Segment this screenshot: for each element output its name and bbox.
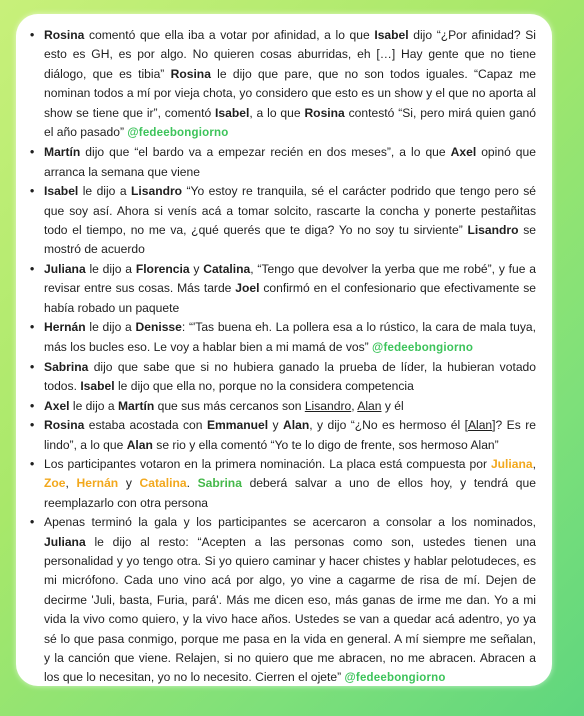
name-bold: Isabel <box>215 105 250 120</box>
item-text: comentó que ella iba a votar por afinidad, a lo que <box>84 28 375 42</box>
bullet-icon: • <box>30 398 35 413</box>
item-text: dijo que “el bardo va a empezar recién en dos meses”, a lo que <box>80 145 451 160</box>
bullet-icon: • <box>30 515 35 530</box>
item-text: , a lo que <box>249 105 305 120</box>
item-text: le dijo a <box>85 320 136 335</box>
bullet-icon: • <box>30 320 35 335</box>
watermark-handle: @fedeebongiorno <box>344 672 446 685</box>
bullet-icon: • <box>30 184 35 199</box>
item-text: ]? Es re lindo”, a lo que <box>44 418 536 452</box>
item-text: le dijo a <box>85 261 136 276</box>
item-text: le dijo a <box>69 398 118 413</box>
name-underlined: Alan <box>467 418 493 433</box>
item-text: deberá salvar a uno de ellos hoy, y tendrá que reemplazarlo con otra persona <box>44 476 536 510</box>
name-bold: Isabel <box>374 28 409 42</box>
list-item <box>30 513 536 689</box>
name-bold: Rosina <box>44 418 85 433</box>
list-item <box>30 358 536 397</box>
name-bold: Juliana <box>44 534 86 549</box>
item-text: confirmó en el confesionario que efectivamente se había robado un paquete <box>44 281 537 315</box>
item-text: . <box>186 476 198 491</box>
name-bold: Emmanuel <box>206 418 269 433</box>
item-text: y él <box>381 398 404 413</box>
list-item <box>30 182 536 260</box>
bullet-icon: • <box>30 261 35 276</box>
item-text: , “Tengo que devolver la yerba que me robé”, y fue a revisar entre sus cosas. Más tarde <box>44 261 536 296</box>
name-bold: Catalina <box>203 261 251 276</box>
item-text: Los participantes votaron en la primera nominación. La placa está compuesta por <box>44 456 491 471</box>
leader-name: Sabrina <box>197 476 242 491</box>
item-text: y <box>118 476 140 491</box>
list-item <box>30 26 536 143</box>
list-item <box>30 318 536 358</box>
name-bold: Rosina <box>170 66 211 81</box>
name-bold: Sabrina <box>44 359 89 374</box>
item-text: y <box>268 418 284 433</box>
item-text: , <box>351 398 358 413</box>
item-text: , y dijo “¿No es hermoso él [ <box>309 418 468 433</box>
name-underlined: Alan <box>357 398 382 413</box>
watermark-handle: @fedeebongiorno <box>127 127 229 140</box>
watermark-handle: @fedeebongiorno <box>372 341 474 354</box>
name-bold: Isabel <box>44 184 79 199</box>
name-bold: Denisse <box>135 320 182 335</box>
name-bold: Isabel <box>80 379 115 394</box>
list-item <box>30 455 536 513</box>
item-text: : “'Tas buena eh. La pollera esa a lo rústico, la cara de mala tuya, más los bucles eso. Le voy a hablar bien a mi mamá de vos” <box>44 320 536 354</box>
name-bold: Juliana <box>44 261 86 276</box>
item-text: contestó “Si, pero mirá quien ganó el año pasado” <box>44 105 536 140</box>
bullet-icon: • <box>30 456 35 471</box>
name-bold: Alan <box>283 418 310 433</box>
list-item <box>30 397 536 416</box>
name-bold: Rosina <box>304 105 345 120</box>
item-text: le dijo a <box>78 184 131 199</box>
list-item <box>30 416 536 455</box>
item-text: que sus más cercanos son <box>154 398 305 413</box>
item-text: le dijo al resto: “Acepten a las personas como son, ustedes tienen una personalidad y yo tengo otra. Si yo quiero caminar y hacer chistes y hablar pelotudeces, es mi micrófono. Cada uno vino acá por algo, yo vine a cagarme de risa de mí. Dejen de decirme 'Juli, basta, Furia, pará'. Más me dicen eso, más ganas de irme me dan. Yo a mi vida la vivo como quiero, y la vivo hace años. Ustedes se van a quedar acá adentro, yo ya sé lo que pasa conmigo, porque me pasa en la vida en general. A mí siempre me señalan, y la canción que viene. Relajen, si no quiero que me abracen, no me abracen. Abracen a los que lo necesitan, yo no lo necesito. Cierren el ojete” <box>44 534 536 685</box>
content-card <box>16 14 552 686</box>
item-text: “Yo estoy re tranquila, sé el carácter podrido que tengo pero sé que soy así. Ahora si venís acá a tomar solcito, rascarte la concha y ponerte pestañitas todo el tiempo, no me va, ¿qué querés que te diga? Yo no soy tu sirviente” <box>44 184 537 238</box>
item-text: se mostró de acuerdo <box>44 223 536 257</box>
name-underlined: Lisandro <box>304 398 352 413</box>
item-text: le dijo que pare, que no son todos iguales. “Capaz me nominan todos a mí por vieja chota, yo considero que esto es un show y el que no aporta al show se tiene que ir”, comentó <box>44 66 536 120</box>
item-text: estaba acostada con <box>84 418 207 433</box>
nominee-name: Juliana <box>490 456 533 471</box>
name-bold: Axel <box>450 145 477 160</box>
bullet-icon: • <box>30 28 35 42</box>
list-item <box>30 143 536 182</box>
list-item <box>30 260 536 318</box>
name-bold: Hernán <box>44 320 86 335</box>
item-text: dijo que sabe que si no hubiera ganado la prueba de líder, la hubieran votado todos. <box>44 359 536 394</box>
name-bold: Lisandro <box>467 223 519 238</box>
item-text: dijo “¿Por afinidad? Si esto es GH, es por algo. No quieren cosas aburridas, eh […] Hay gente que no tiene diálogo, que es tibia” <box>44 28 536 81</box>
item-text: y <box>189 261 204 276</box>
name-bold: Alan <box>126 437 153 452</box>
item-text: Apenas terminó la gala y los participantes se acercaron a consolar a los nominados, <box>44 515 536 530</box>
bullet-icon: • <box>30 418 35 433</box>
name-bold: Rosina <box>44 28 85 42</box>
item-text: se rio y ella comentó “Yo te lo digo de frente, sos hermoso Alan” <box>152 437 499 452</box>
nominee-name: Hernán <box>76 476 119 491</box>
name-bold: Martín <box>117 398 155 413</box>
item-text: , <box>532 456 536 471</box>
item-text: le dijo que ella no, porque no la considera competencia <box>114 379 414 394</box>
name-bold: Florencia <box>135 261 190 276</box>
item-text: , <box>65 476 77 491</box>
name-bold: Martín <box>44 145 81 160</box>
bullet-list <box>30 26 536 689</box>
name-bold: Joel <box>235 281 260 296</box>
name-bold: Lisandro <box>131 184 183 199</box>
bullet-icon: • <box>30 145 35 160</box>
nominee-name: Catalina <box>139 476 187 491</box>
bullet-icon: • <box>30 359 35 374</box>
nominee-name: Zoe <box>44 476 66 491</box>
item-text: opinó que arranca la semana que viene <box>44 145 536 179</box>
name-bold: Axel <box>44 398 70 413</box>
